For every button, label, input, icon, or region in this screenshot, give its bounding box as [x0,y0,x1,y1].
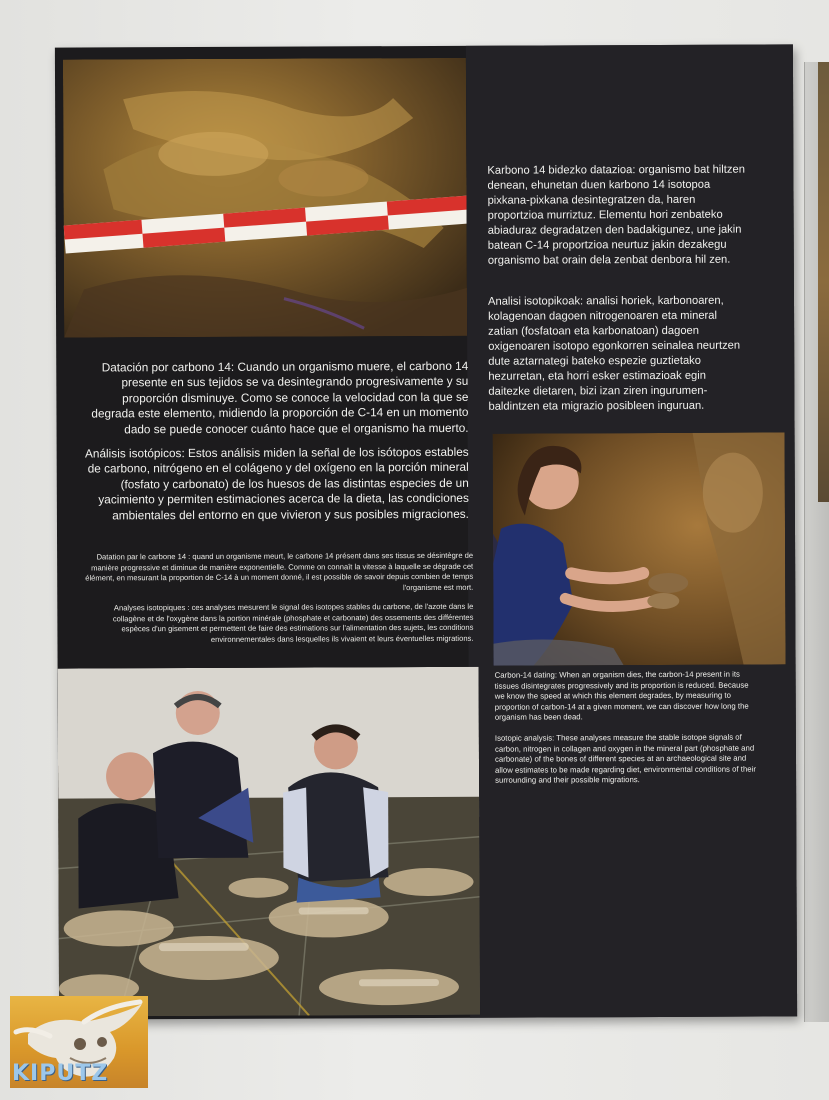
bone-analysis-photo [58,667,481,1017]
basque-isotopic-text: Analisi isotopikoak: analisi horiek, karbonoaren, kolagenoan dagoen nitrogenoaren eta mineral zatian (fosfatoan eta karbonatoan) dagoen oxigenoaren isotopo egonkorren seinalea neurtzen dute aztarnategi bateko espezie guztietako hezurretan, eta horri esker estimazioak egin daitezke dietaren, bizi izan ziren ingurumen-baldintzen eta migrazio posibleen inguruan. [487,294,741,413]
logo-text: KIPUTZ [12,1061,109,1086]
kiputz-logo [10,996,148,1088]
spanish-carbon-text: Datación por carbono 14: Cuando un organismo muere, el carbono 14 presente en sus tejidos se va desintegrando progresivamente y su proporción disminuye. Como se conoce la velocidad con la que se degrada este elemento, midiendo la proporción de C-14 en un momento dado se puede conocer cuánto hace que el organismo ha muerto. [91,358,469,436]
excavation-scale-photo [63,58,467,338]
exhibition-panel [55,44,797,1019]
english-carbon-text: Carbon-14 dating: When an organism dies, the carbon-14 present in its tissues disintegrates progressively and its proportion is reduced. Because we know the speed at which this element degrades, by measuring to proportion of carbon-14 at a given moment, we can discover how long the organism has been dead. [494,669,749,723]
researcher-cave-photo [493,432,786,665]
adjacent-panel-edge [804,62,829,1022]
basque-carbon-text: Karbono 14 bidezko datazioa: organismo bat hiltzen denean, ehunetan duen karbono 14 isotopoa pixkana-pixkana desintegratzen da, haren proportzioa murriztuz. Elementu hori zenbateko abiaduraz degradatzen den badakigunez, une jakin batean C-14 proportzioa neurtuz jakin dezakegu organismo bat orain dela zenbat denbora hil zen. [487,163,745,267]
french-isotopic-text: Analyses isotopiques : ces analyses mesurent le signal des isotopes stables du carbone, de l'azote dans le collagène et de l'oxygène dans la portion minérale (phosphate et carbonate) des ossements des différentes espèces d'un gisement et permettent de faire des estimations sur l'alimentation des sujets, les conditions environnementales dans lesquelles ils vivaient et leurs éventuelles migrations. [112,601,474,644]
english-isotopic-text: Isotopic analysis: These analyses measure the stable isotope signals of carbon, nitrogen in collagen and oxygen in the mineral part (phosphate and carbonate) of the bones of different species at an archaeological site and allow estimates to be made regarding diet, environmental conditions of their surrounding and their possible migrations. [494,732,756,786]
spanish-isotopic-text: Análisis isotópicos: Estos análisis miden la señal de los isótopos estables de carbono, nitrógeno en el colágeno y del oxígeno en la porción mineral (fosfato y carbonato) de los huesos de las distintas especies de un yacimiento y permiten estimaciones acerca de la dieta, las condiciones ambientales del entorno en que vivieron y sus posibles migraciones. [85,444,469,522]
french-carbon-text: Datation par le carbone 14 : quand un organisme meurt, le carbone 14 présent dans ses tissus se désintègre de manière progressive et diminue de manière exponentielle. Comme on connaît la vitesse à laquelle se dégrade cet élément, en mesurant la proportion de C-14 à un moment donné, il est possible de savoir depuis combien de temps l'organisme est mort. [85,550,474,592]
